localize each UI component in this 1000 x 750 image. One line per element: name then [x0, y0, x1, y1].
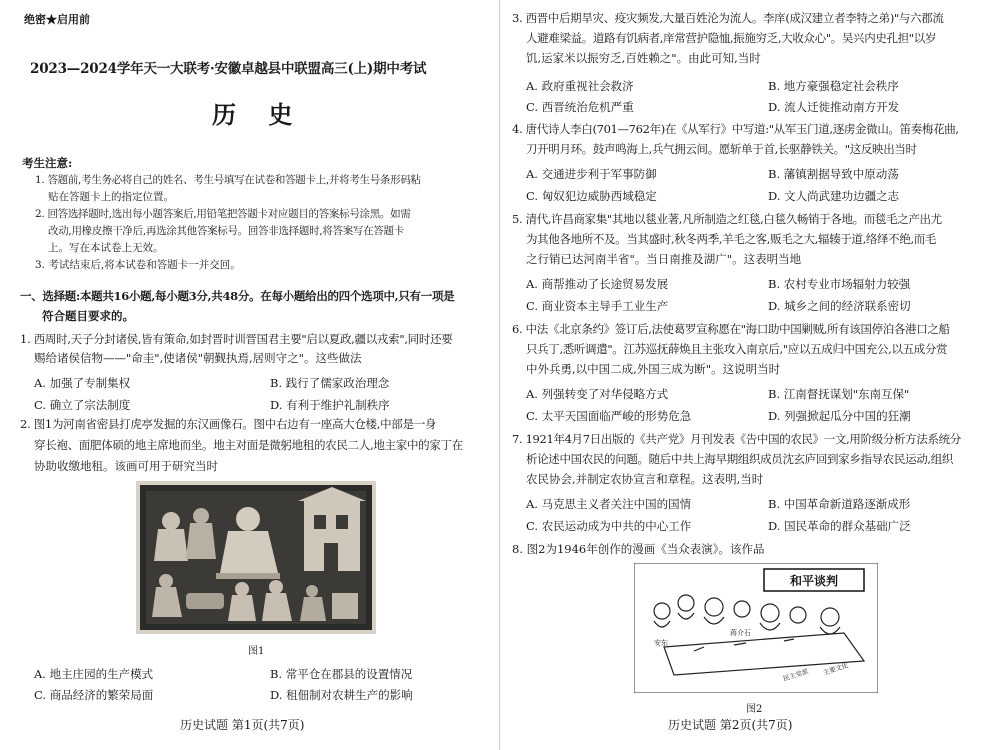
q1-option-c[interactable]: C. 确立了宗法制度 — [34, 398, 131, 412]
q2-stem-line-2: 穿长袍、面肥体硕的地主席地而坐。地主对面是微躬地租的农民二人,地主家中的家丁在 — [34, 438, 463, 452]
q1-option-d[interactable]: D. 有利于维护礼制秩序 — [270, 398, 390, 412]
q2-option-d[interactable]: D. 租佃制对农耕生产的影响 — [270, 688, 413, 702]
notice-2-line-1: 2. 回答选择题时,选出每小题答案后,用铅笔把答题卡对应题目的答案标号涂黑。如需 — [35, 208, 411, 220]
q7-option-d[interactable]: D. 国民革命的群众基础广泛 — [768, 519, 911, 533]
q4-option-d[interactable]: D. 文人尚武建功边疆之志 — [768, 189, 900, 203]
cartoon-label-3: 民主党派 — [782, 667, 810, 683]
q3-option-a[interactable]: A. 政府重视社会救济 — [526, 79, 634, 93]
q1-stem-line-2: 赐给诸侯信物——"命圭",使诸侯"朝觐执焉,居则守之"。这些做法 — [34, 351, 362, 365]
notice-3-line-1: 3. 考试结束后,将本试卷和答题卡一并交回。 — [35, 259, 241, 271]
q1-stem-line-1: 1. 西周时,天子分封诸侯,皆有策命,如封晋时训晋国君主要"启以夏政,疆以戎索",同时还要 — [20, 332, 453, 346]
q7-option-c[interactable]: C. 农民运动成为中共的中心工作 — [526, 519, 692, 533]
cartoon-label-4: 主要文化 — [822, 661, 850, 677]
cartoon-label-1: 安东 — [654, 639, 668, 647]
q5-option-d[interactable]: D. 城乡之间的经济联系密切 — [768, 299, 911, 313]
q2-option-a[interactable]: A. 地主庄园的生产模式 — [34, 667, 154, 681]
q3-stem-line-1: 3. 西晋中后期旱灾、疫灾频发,大量百姓沦为流人。李庠(成汉建立者李特之弟)"与六郡流 — [512, 11, 944, 25]
subject-title: 历 史 — [212, 100, 305, 129]
q5-option-b[interactable]: B. 农村专业市场辐射力较强 — [768, 277, 911, 291]
cartoon-image — [634, 563, 878, 693]
q8-stem-line-1: 8. 图2为1946年创作的漫画《当众表演》。该作品 — [512, 542, 765, 556]
q2-option-c[interactable]: C. 商品经济的繁荣局面 — [34, 688, 154, 702]
q7-stem-line-3: 农民协会,并制定农协宣言和章程。这表明,当时 — [526, 472, 764, 486]
q5-stem-line-1: 5. 清代,许昌商家集"其地以毯业著,凡所制造之红毯,白毯久畅销于各地。而毯毛之产出尤 — [512, 212, 942, 226]
notice-2-line-2: 改动,用橡皮擦干净后,再选涂其他答案标号。回答非选择题时,将答案写在答题卡 — [48, 225, 404, 237]
q5-option-a[interactable]: A. 商帮推动了长途贸易发展 — [526, 277, 669, 291]
q3-option-b[interactable]: B. 地方豪强稳定社会秩序 — [768, 79, 899, 93]
q3-option-c[interactable]: C. 西晋统治危机严重 — [526, 100, 634, 114]
q4-stem-line-2: 刀开明月环。鼓声鸣海上,兵气拥云间。愿斩单于首,长驱静铁关。"这反映出当时 — [526, 142, 917, 156]
q7-option-b[interactable]: B. 中国革命新道路逐渐成形 — [768, 497, 911, 511]
q1-option-a[interactable]: A. 加强了专制集权 — [34, 376, 131, 390]
q2-stem-line-3: 协助收缴地租。该画可用于研究当时 — [34, 459, 218, 473]
q4-option-b[interactable]: B. 藩镇割据导致中原动荡 — [768, 167, 899, 181]
page-divider — [499, 0, 500, 750]
q5-option-c[interactable]: C. 商业资本主导手工业生产 — [526, 299, 669, 313]
q6-option-d[interactable]: D. 列强掀起瓜分中国的狂潮 — [768, 409, 911, 423]
figure-1-stone-relief — [136, 481, 376, 634]
q2-option-b[interactable]: B. 常平仓在郡县的设置情况 — [270, 667, 413, 681]
confidential-mark: 绝密★启用前 — [24, 13, 90, 26]
notice-title: 考生注意: — [22, 156, 73, 170]
exam-title: 2023—2024学年天一大联考·安徽卓越县中联盟高三(上)期中考试 — [30, 61, 427, 77]
q6-stem-line-1: 6. 中法《北京条约》签订后,法使葛罗宣称愿在"海口助中国剿贼,所有该国停泊各港口之船 — [512, 322, 950, 336]
q3-option-d[interactable]: D. 流人迁徙推动南方开发 — [768, 100, 900, 114]
right-page-footer: 历史试题 第2页(共7页) — [668, 718, 793, 732]
cartoon-banner-text: 和平谈判 — [789, 574, 839, 588]
q4-option-a[interactable]: A. 交通进步利于军事防御 — [526, 167, 657, 181]
q7-option-a[interactable]: A. 马克思主义者关注中国的国情 — [526, 497, 692, 511]
q7-stem-line-2: 析论述中国农民的问题。随后中共上海早期组织成员沈玄庐回到家乡指导农民运动,组织 — [526, 452, 954, 466]
figure-2-cartoon — [634, 563, 878, 693]
notice-2-line-3: 上。写在本试卷上无效。 — [48, 242, 164, 254]
q6-option-c[interactable]: C. 太平天国面临严峻的形势危急 — [526, 409, 692, 423]
section-title-line-1: 一、选择题:本题共16小题,每小题3分,共48分。在每小题给出的四个选项中,只有一项是 — [20, 289, 455, 303]
left-page-footer: 历史试题 第1页(共7页) — [180, 718, 305, 732]
q6-option-a[interactable]: A. 列强转变了对华侵略方式 — [526, 387, 669, 401]
notice-1-line-1: 1. 答题前,考生务必将自己的姓名、考生号填写在试卷和答题卡上,并将考生号条形码粘 — [35, 174, 421, 186]
q1-option-b[interactable]: B. 践行了儒家政治理念 — [270, 376, 390, 390]
q6-option-b[interactable]: B. 江南督抚谋划"东南互保" — [768, 387, 910, 401]
q5-stem-line-2: 为其他各地所不及。当其盛时,秋冬两季,羊毛之客,贩毛之大,辐辏于道,络绎不绝,而毛 — [526, 232, 937, 246]
figure-2-caption: 图2 — [746, 704, 763, 715]
figure-1-caption: 图1 — [248, 646, 265, 657]
q2-stem-line-1: 2. 图1为河南省密县打虎亭发掘的东汉画像石。图中右边有一座高大仓楼,中部是一身 — [20, 417, 437, 431]
q4-option-c[interactable]: C. 匈奴犯边威胁西域稳定 — [526, 189, 657, 203]
notice-1-line-2: 贴在答题卡上的指定位置。 — [48, 191, 174, 203]
q6-stem-line-2: 只兵丁,悉听调遣"。江苏巡抚薛焕且主张攻入南京后,"应以五成归中国充公,以五成分赏 — [526, 342, 948, 356]
left-page — [0, 0, 498, 750]
q3-stem-line-3: 饥,运家米以振穷乏,百姓赖之"。由此可知,当时 — [526, 51, 761, 65]
right-page — [502, 0, 1000, 750]
q6-stem-line-3: 中外兵勇,以中国二成,外国三成为断"。这说明当时 — [526, 362, 781, 376]
q3-stem-line-2: 人避难梁益。道路有饥病者,庠常营护隐恤,振施穷乏,大收众心"。吴兴内史孔担"以岁 — [526, 31, 937, 45]
section-title-line-2: 符合题目要求的。 — [42, 309, 134, 323]
stone-relief-image — [136, 481, 376, 634]
q7-stem-line-1: 7. 1921年4月7日出版的《共产党》月刊发表《告中国的农民》一文,用阶级分析方法系统分 — [512, 432, 961, 446]
q4-stem-line-1: 4. 唐代诗人李白(701—762年)在《从军行》中写道:"从军玉门道,逐虏金微山。笛奏梅花曲, — [512, 122, 959, 136]
q5-stem-line-3: 之行销已达河南半省"。当日南推及湖广"。这表明当地 — [526, 252, 802, 266]
cartoon-label-2: 蒋介石 — [730, 629, 751, 637]
